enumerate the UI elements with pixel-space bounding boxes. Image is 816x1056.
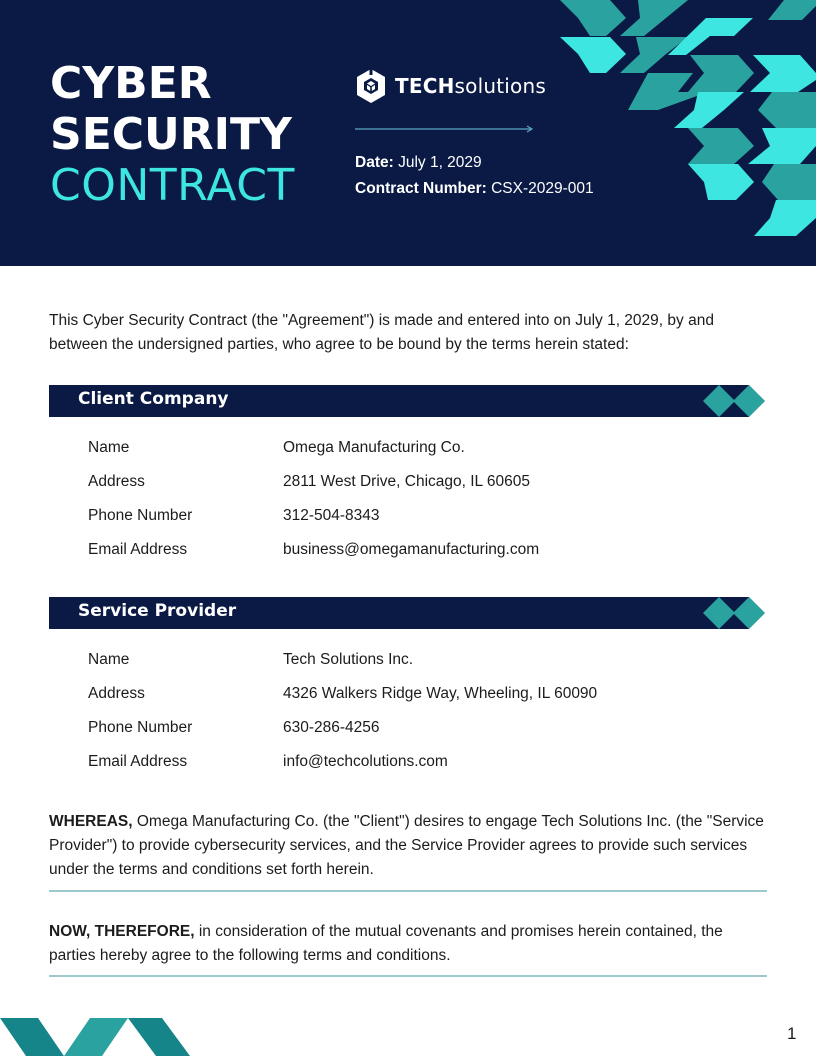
field-value: 312-504-8343 — [283, 507, 380, 524]
logo-wordmark-bold: TECH — [395, 74, 455, 98]
client-company-heading-bar — [49, 385, 767, 417]
title-line-contract: CONTRACT — [50, 160, 295, 211]
provider-email-row — [88, 745, 768, 779]
client-details — [88, 431, 768, 567]
client-address-row — [88, 465, 768, 499]
field-label: Address — [88, 473, 145, 490]
decorative-chevrons — [548, 0, 816, 266]
intro-paragraph: This Cyber Security Contract (the "Agreement") is made and entered into on July 1, 2029, by and between the undersigned parties, who agree to be bound by the terms herein stated: — [49, 312, 714, 353]
date-label: Date: — [355, 154, 394, 171]
header-banner — [0, 0, 816, 266]
provider-details — [88, 643, 768, 779]
field-label: Name — [88, 651, 130, 668]
client-email-row — [88, 533, 768, 567]
field-label: Address — [88, 685, 145, 702]
logo-wordmark — [395, 74, 546, 98]
divider — [49, 975, 767, 977]
therefore-lead: NOW, THEREFORE, — [49, 923, 195, 940]
document-title — [50, 58, 295, 211]
client-company-heading: Client Company — [78, 389, 229, 409]
provider-address-row — [88, 677, 768, 711]
field-value: info@techcolutions.com — [283, 753, 448, 770]
diamond-ornament-icon — [701, 597, 767, 629]
contract-number-label: Contract Number: — [355, 180, 487, 197]
diamond-ornament-icon — [701, 385, 767, 417]
divider — [49, 890, 767, 892]
client-name-row — [88, 431, 768, 465]
hexagon-cube-icon — [355, 68, 387, 104]
provider-phone-row — [88, 711, 768, 745]
field-label: Email Address — [88, 753, 188, 770]
title-line-security: SECURITY — [50, 109, 292, 160]
field-value: business@omegamanufacturing.com — [283, 541, 540, 558]
whereas-text: Omega Manufacturing Co. (the "Client") desires to engage Tech Solutions Inc. (the "Service Provider") to provide cybersecurity services, and the Service Provider agrees to provide such services under the terms and conditions set forth herein. — [49, 813, 764, 878]
field-value: Tech Solutions Inc. — [283, 651, 414, 668]
field-label: Email Address — [88, 541, 188, 558]
logo-wordmark-light: solutions — [454, 74, 546, 98]
arrow-divider — [355, 124, 535, 134]
field-value: 2811 West Drive, Chicago, IL 60605 — [283, 473, 530, 490]
field-label: Name — [88, 439, 130, 456]
page-number: 1 — [787, 1024, 797, 1043]
contract-number-value: CSX-2029-001 — [491, 180, 594, 197]
therefore-text: in consideration of the mutual covenants and promises herein contained, the parties hereby agree to the following terms and conditions. — [49, 923, 723, 964]
field-value: 4326 Walkers Ridge Way, Wheeling, IL 60090 — [283, 685, 598, 702]
company-logo — [355, 68, 546, 104]
provider-name-row — [88, 643, 768, 677]
therefore-clause — [49, 920, 767, 968]
field-value: 630-286-4256 — [283, 719, 380, 736]
whereas-clause — [49, 810, 767, 882]
field-label: Phone Number — [88, 507, 193, 524]
contract-date — [355, 154, 482, 172]
whereas-lead: WHEREAS, — [49, 813, 133, 830]
service-provider-heading-bar — [49, 597, 767, 629]
footer-chevron-ornament — [0, 1018, 200, 1056]
field-label: Phone Number — [88, 719, 193, 736]
client-phone-row — [88, 499, 768, 533]
field-value: Omega Manufacturing Co. — [283, 439, 465, 456]
service-provider-heading: Service Provider — [78, 601, 237, 621]
title-line-cyber: CYBER — [50, 58, 212, 109]
date-value: July 1, 2029 — [398, 154, 482, 171]
